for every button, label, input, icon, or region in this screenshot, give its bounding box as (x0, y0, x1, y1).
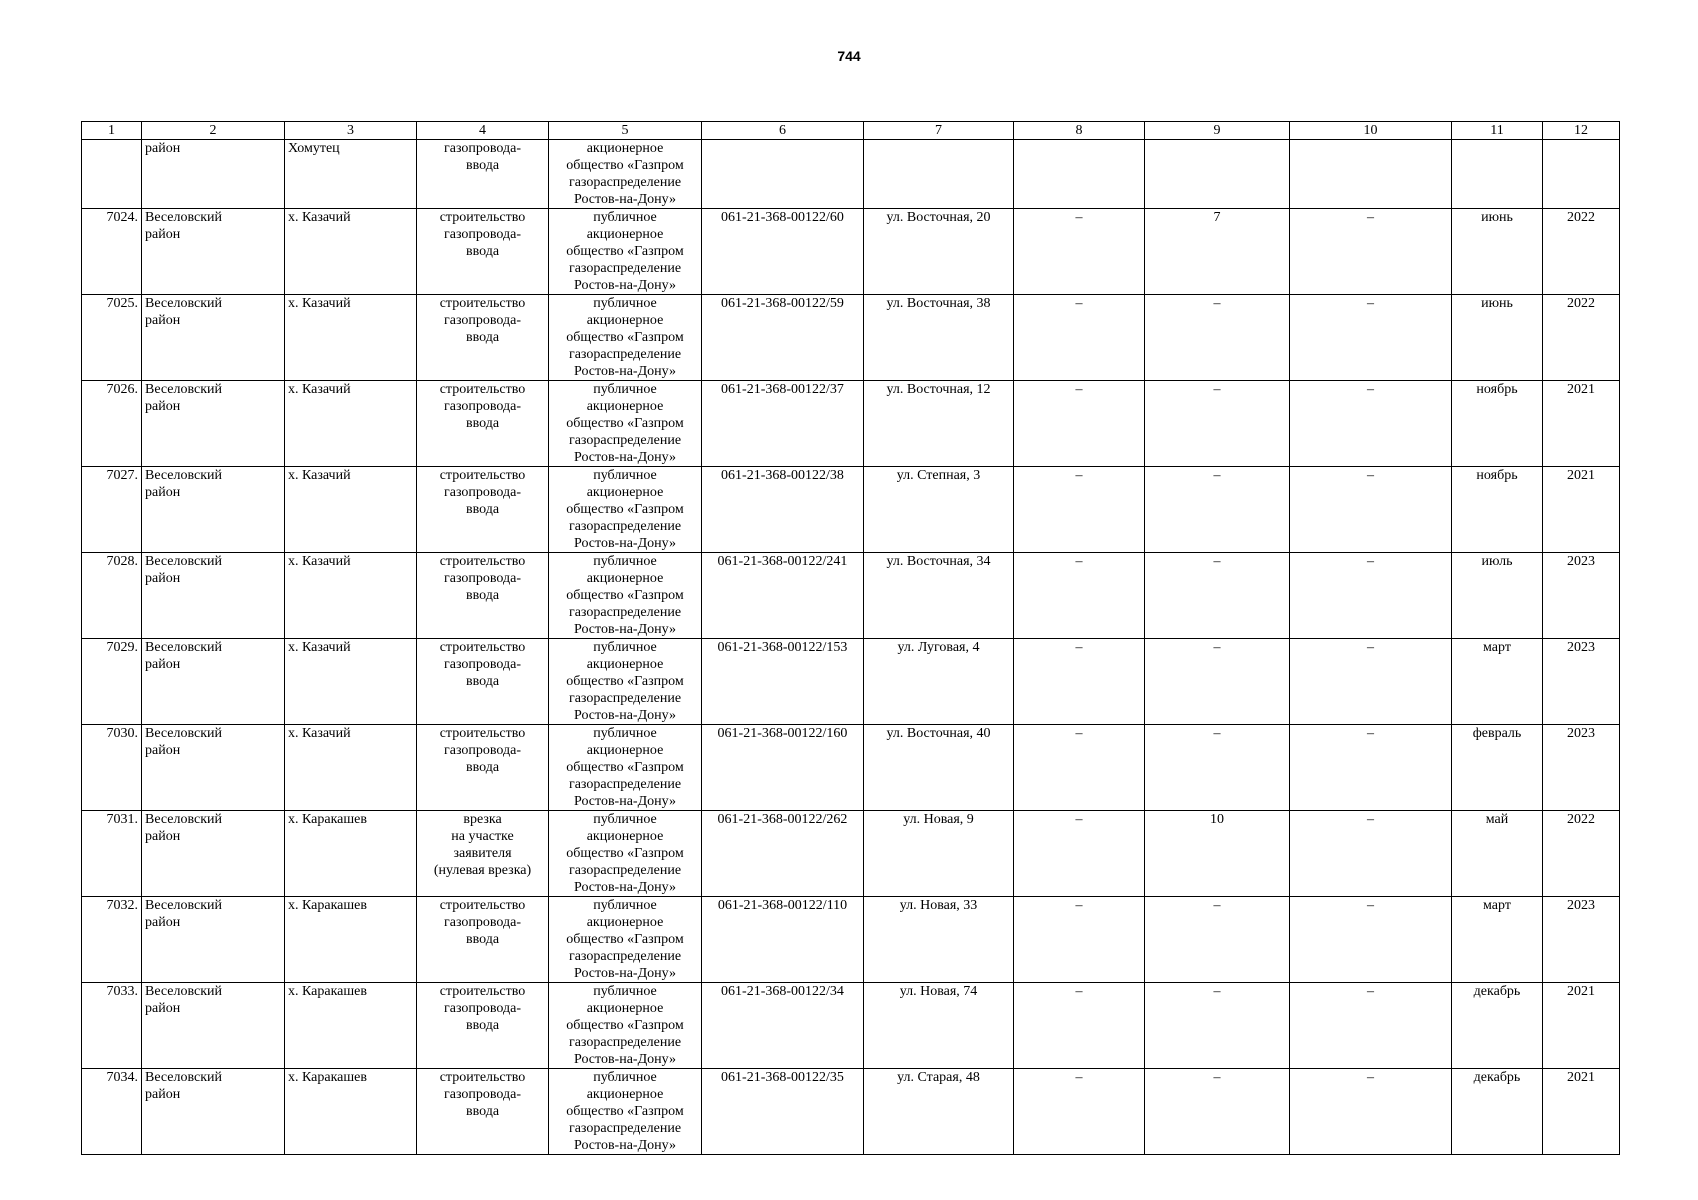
column-header-10: 10 (1290, 122, 1452, 140)
cell-district: район (142, 140, 285, 209)
table-row (82, 209, 1620, 295)
cell-col9: 10 (1145, 811, 1290, 897)
cell-organization: публичное акционерное общество «Газпром газораспределение Ростов-на-Дону» (549, 1069, 702, 1155)
column-header-8: 8 (1014, 122, 1145, 140)
cell-request-number: 061-21-368-00122/34 (702, 983, 864, 1069)
cell-month: ноябрь (1452, 381, 1543, 467)
cell-col9 (1145, 140, 1290, 209)
column-header-12: 12 (1543, 122, 1620, 140)
cell-col9: 7 (1145, 209, 1290, 295)
cell-number: 7026. (82, 381, 142, 467)
cell-address: ул. Восточная, 38 (864, 295, 1014, 381)
cell-address: ул. Восточная, 34 (864, 553, 1014, 639)
cell-district: Веселовский район (142, 897, 285, 983)
cell-number: 7033. (82, 983, 142, 1069)
cell-col8: – (1014, 639, 1145, 725)
cell-number: 7024. (82, 209, 142, 295)
cell-col8: – (1014, 381, 1145, 467)
cell-district: Веселовский район (142, 983, 285, 1069)
cell-year: 2023 (1543, 553, 1620, 639)
register-body (82, 140, 1620, 1155)
cell-district: Веселовский район (142, 725, 285, 811)
cell-settlement: х. Казачий (285, 381, 417, 467)
cell-month: май (1452, 811, 1543, 897)
cell-settlement: Хомутец (285, 140, 417, 209)
cell-month: март (1452, 639, 1543, 725)
cell-request-number (702, 140, 864, 209)
cell-number: 7029. (82, 639, 142, 725)
cell-work-type: врезка на участке заявителя (нулевая врезка) (417, 811, 549, 897)
cell-work-type: газопровода- ввода (417, 140, 549, 209)
cell-col9: – (1145, 381, 1290, 467)
cell-month: июнь (1452, 295, 1543, 381)
cell-organization: публичное акционерное общество «Газпром газораспределение Ростов-на-Дону» (549, 811, 702, 897)
cell-month: декабрь (1452, 1069, 1543, 1155)
table-row (82, 1069, 1620, 1155)
cell-col8: – (1014, 295, 1145, 381)
cell-col8 (1014, 140, 1145, 209)
cell-col10: – (1290, 553, 1452, 639)
cell-settlement: х. Каракашев (285, 1069, 417, 1155)
cell-col9: – (1145, 725, 1290, 811)
cell-organization: публичное акционерное общество «Газпром газораспределение Ростов-на-Дону» (549, 295, 702, 381)
cell-number: 7027. (82, 467, 142, 553)
cell-col9: – (1145, 897, 1290, 983)
column-header-6: 6 (702, 122, 864, 140)
cell-year: 2023 (1543, 897, 1620, 983)
cell-request-number: 061-21-368-00122/37 (702, 381, 864, 467)
cell-col8: – (1014, 553, 1145, 639)
cell-month: декабрь (1452, 983, 1543, 1069)
cell-col9: – (1145, 295, 1290, 381)
cell-year: 2022 (1543, 811, 1620, 897)
cell-col8: – (1014, 897, 1145, 983)
cell-settlement: х. Казачий (285, 725, 417, 811)
cell-organization: акционерное общество «Газпром газораспределение Ростов-на-Дону» (549, 140, 702, 209)
cell-col8: – (1014, 811, 1145, 897)
cell-year: 2023 (1543, 725, 1620, 811)
page-number: 744 (837, 48, 861, 64)
cell-organization: публичное акционерное общество «Газпром газораспределение Ростов-на-Дону» (549, 897, 702, 983)
cell-work-type: строительство газопровода- ввода (417, 725, 549, 811)
cell-district: Веселовский район (142, 295, 285, 381)
table-row (82, 553, 1620, 639)
cell-month: ноябрь (1452, 467, 1543, 553)
cell-work-type: строительство газопровода- ввода (417, 295, 549, 381)
cell-address: ул. Восточная, 40 (864, 725, 1014, 811)
column-header-3: 3 (285, 122, 417, 140)
column-header-2: 2 (142, 122, 285, 140)
cell-col10: – (1290, 639, 1452, 725)
cell-number: 7031. (82, 811, 142, 897)
cell-col10: – (1290, 983, 1452, 1069)
column-number-row (82, 122, 1620, 140)
cell-col9: – (1145, 467, 1290, 553)
cell-address: ул. Новая, 33 (864, 897, 1014, 983)
column-header-7: 7 (864, 122, 1014, 140)
cell-settlement: х. Каракашев (285, 983, 417, 1069)
cell-organization: публичное акционерное общество «Газпром газораспределение Ростов-на-Дону» (549, 725, 702, 811)
cell-year: 2022 (1543, 295, 1620, 381)
cell-district: Веселовский район (142, 553, 285, 639)
cell-settlement: х. Казачий (285, 295, 417, 381)
cell-district: Веселовский район (142, 639, 285, 725)
column-header-4: 4 (417, 122, 549, 140)
column-header-9: 9 (1145, 122, 1290, 140)
cell-col10: – (1290, 811, 1452, 897)
cell-work-type: строительство газопровода- ввода (417, 983, 549, 1069)
cell-col10: – (1290, 1069, 1452, 1155)
cell-number: 7034. (82, 1069, 142, 1155)
cell-request-number: 061-21-368-00122/59 (702, 295, 864, 381)
cell-year: 2021 (1543, 1069, 1620, 1155)
cell-work-type: строительство газопровода- ввода (417, 639, 549, 725)
cell-organization: публичное акционерное общество «Газпром газораспределение Ростов-на-Дону» (549, 553, 702, 639)
cell-request-number: 061-21-368-00122/60 (702, 209, 864, 295)
cell-request-number: 061-21-368-00122/262 (702, 811, 864, 897)
table-row (82, 381, 1620, 467)
cell-col10: – (1290, 725, 1452, 811)
cell-request-number: 061-21-368-00122/241 (702, 553, 864, 639)
cell-district: Веселовский район (142, 381, 285, 467)
cell-month: июнь (1452, 209, 1543, 295)
cell-col9: – (1145, 983, 1290, 1069)
cell-col10: – (1290, 897, 1452, 983)
cell-organization: публичное акционерное общество «Газпром газораспределение Ростов-на-Дону» (549, 639, 702, 725)
cell-settlement: х. Казачий (285, 209, 417, 295)
cell-number (82, 140, 142, 209)
cell-year: 2021 (1543, 983, 1620, 1069)
cell-year: 2021 (1543, 467, 1620, 553)
cell-col9: – (1145, 639, 1290, 725)
cell-col10 (1290, 140, 1452, 209)
column-header-1: 1 (82, 122, 142, 140)
cell-address: ул. Старая, 48 (864, 1069, 1014, 1155)
cell-year: 2021 (1543, 381, 1620, 467)
cell-year: 2023 (1543, 639, 1620, 725)
cell-address: ул. Восточная, 20 (864, 209, 1014, 295)
table-row (82, 983, 1620, 1069)
cell-request-number: 061-21-368-00122/38 (702, 467, 864, 553)
cell-number: 7030. (82, 725, 142, 811)
cell-number: 7025. (82, 295, 142, 381)
table-row (82, 295, 1620, 381)
cell-organization: публичное акционерное общество «Газпром газораспределение Ростов-на-Дону» (549, 209, 702, 295)
cell-address: ул. Новая, 9 (864, 811, 1014, 897)
cell-col8: – (1014, 1069, 1145, 1155)
cell-settlement: х. Казачий (285, 553, 417, 639)
cell-work-type: строительство газопровода- ввода (417, 381, 549, 467)
cell-request-number: 061-21-368-00122/153 (702, 639, 864, 725)
cell-work-type: строительство газопровода- ввода (417, 467, 549, 553)
cell-number: 7028. (82, 553, 142, 639)
cell-col10: – (1290, 209, 1452, 295)
cell-address: ул. Восточная, 12 (864, 381, 1014, 467)
cell-number: 7032. (82, 897, 142, 983)
cell-organization: публичное акционерное общество «Газпром газораспределение Ростов-на-Дону» (549, 467, 702, 553)
cell-address: ул. Луговая, 4 (864, 639, 1014, 725)
cell-col9: – (1145, 1069, 1290, 1155)
table-row-continuation (82, 140, 1620, 209)
cell-col10: – (1290, 295, 1452, 381)
column-header-11: 11 (1452, 122, 1543, 140)
table-row (82, 725, 1620, 811)
cell-col9: – (1145, 553, 1290, 639)
cell-work-type: строительство газопровода- ввода (417, 553, 549, 639)
cell-month: март (1452, 897, 1543, 983)
cell-request-number: 061-21-368-00122/110 (702, 897, 864, 983)
cell-col10: – (1290, 381, 1452, 467)
cell-request-number: 061-21-368-00122/160 (702, 725, 864, 811)
register-table (81, 121, 1620, 1155)
cell-settlement: х. Каракашев (285, 897, 417, 983)
cell-work-type: строительство газопровода- ввода (417, 897, 549, 983)
table-row (82, 811, 1620, 897)
cell-col10: – (1290, 467, 1452, 553)
cell-organization: публичное акционерное общество «Газпром газораспределение Ростов-на-Дону» (549, 983, 702, 1069)
cell-address (864, 140, 1014, 209)
cell-settlement: х. Казачий (285, 639, 417, 725)
cell-settlement: х. Казачий (285, 467, 417, 553)
cell-col8: – (1014, 209, 1145, 295)
cell-month: февраль (1452, 725, 1543, 811)
cell-month (1452, 140, 1543, 209)
cell-work-type: строительство газопровода- ввода (417, 209, 549, 295)
cell-col8: – (1014, 467, 1145, 553)
cell-work-type: строительство газопровода- ввода (417, 1069, 549, 1155)
cell-district: Веселовский район (142, 209, 285, 295)
cell-col8: – (1014, 725, 1145, 811)
column-header-5: 5 (549, 122, 702, 140)
table-row (82, 467, 1620, 553)
cell-year (1543, 140, 1620, 209)
cell-organization: публичное акционерное общество «Газпром газораспределение Ростов-на-Дону» (549, 381, 702, 467)
cell-col8: – (1014, 983, 1145, 1069)
table-row (82, 639, 1620, 725)
cell-settlement: х. Каракашев (285, 811, 417, 897)
table-row (82, 897, 1620, 983)
cell-year: 2022 (1543, 209, 1620, 295)
cell-district: Веселовский район (142, 811, 285, 897)
cell-request-number: 061-21-368-00122/35 (702, 1069, 864, 1155)
cell-address: ул. Новая, 74 (864, 983, 1014, 1069)
cell-month: июль (1452, 553, 1543, 639)
cell-district: Веселовский район (142, 1069, 285, 1155)
cell-address: ул. Степная, 3 (864, 467, 1014, 553)
cell-district: Веселовский район (142, 467, 285, 553)
